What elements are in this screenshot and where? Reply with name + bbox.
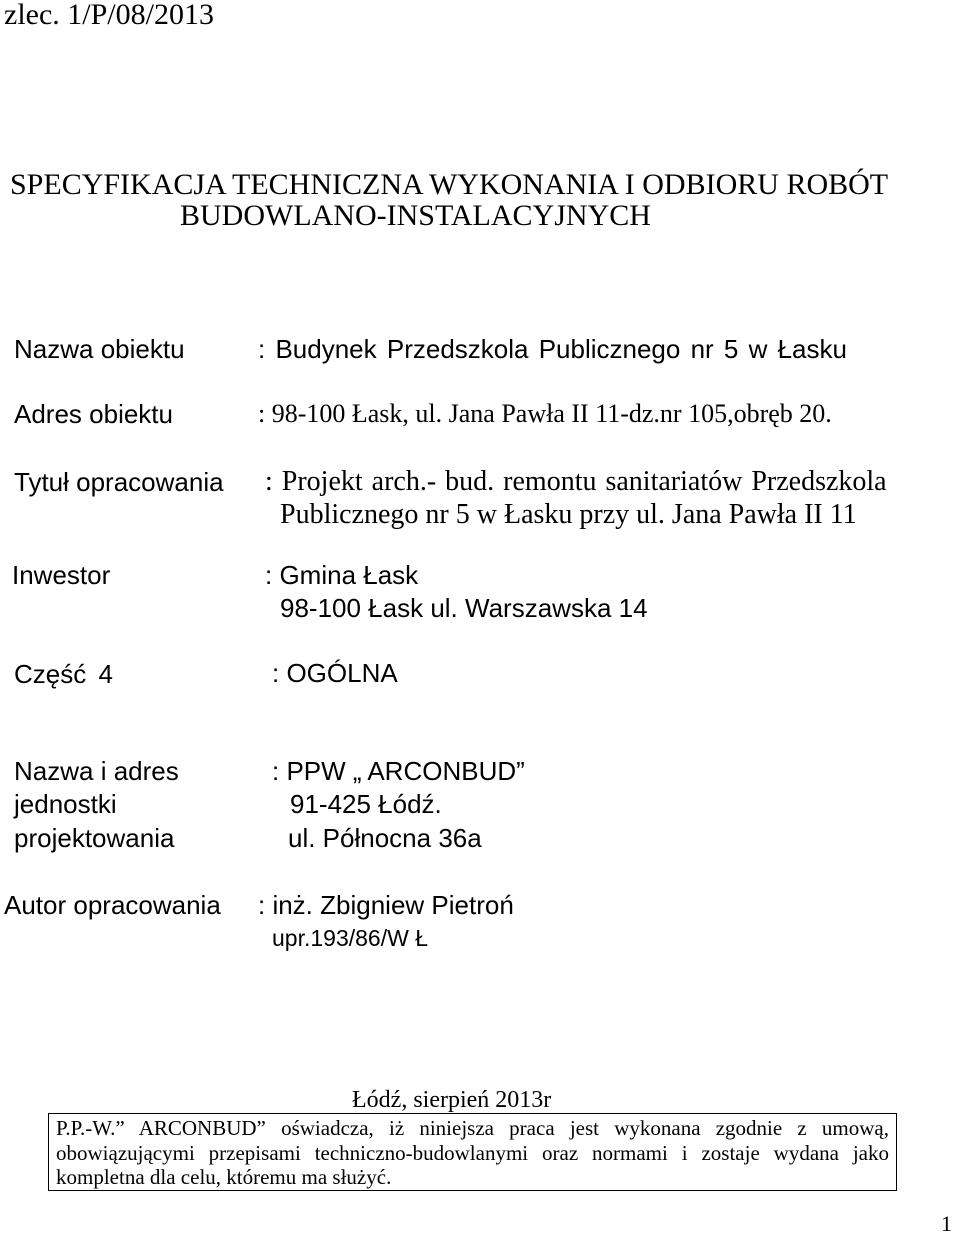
statement-line-3: kompletna dla celu, któremu ma służyć. [56,1165,392,1189]
design-unit-value-line-2: 91-425 Łódź. [290,789,442,819]
order-number: zlec. 1/P/08/2013 [4,0,214,31]
investor-value-line-1: : Gmina Łask [265,560,419,590]
object-name-value: : Budynek Przedszkola Publicznego nr 5 w Łasku [258,334,847,364]
part-value: : OGÓLNA [272,658,398,688]
investor-label: Inwestor [12,560,111,590]
investor-value-line-2: 98-100 Łask ul. Warszawska 14 [280,593,648,623]
document-title-line-2: BUDOWLANO-INSTALACYJNYCH [180,199,651,232]
design-unit-label-line-2: jednostki [14,789,117,819]
page-number: 1 [941,1211,952,1236]
statement-line-2: obowiązującymi przepisami techniczno-budowlanymi oraz normami i zostaje wydana jako [56,1140,889,1165]
statement-line-1: P.P.-W.” ARCONBUD” oświadcza, iż niniejsza praca jest wykonana zgodnie z umową, [56,1116,889,1140]
design-unit-value-line-1: : PPW „ ARCONBUD” [272,756,525,786]
study-title-label: Tytuł opracowania [14,467,224,497]
author-label: Autor opracowania [4,890,221,920]
design-unit-value-line-3: ul. Północna 36a [288,823,482,853]
study-title-value-line-2: Publicznego nr 5 w Łasku przy ul. Jana Pawła II 11 [280,499,857,530]
object-address-label: Adres obiektu [14,399,173,429]
study-title-value-line-1: : Projekt arch.- bud. remontu sanitariatów Przedszkola [265,466,887,497]
object-name-label: Nazwa obiektu [14,334,185,364]
place-date: Łódź, sierpień 2013r [352,1087,552,1113]
author-license: upr.193/86/W Ł [272,925,428,951]
statement-box [48,1113,897,1191]
part-label: Część 4 [14,659,113,689]
document-title-line-1: SPECYFIKACJA TECHNICZNA WYKONANIA I ODBIORU ROBÓT [10,168,889,201]
object-address-value: : 98-100 Łask, ul. Jana Pawła II 11-dz.nr 105,obręb 20. [258,399,832,428]
author-value: : inż. Zbigniew Pietroń [258,890,514,920]
design-unit-label-line-3: projektowania [14,823,175,853]
design-unit-label-line-1: Nazwa i adres [14,756,179,786]
